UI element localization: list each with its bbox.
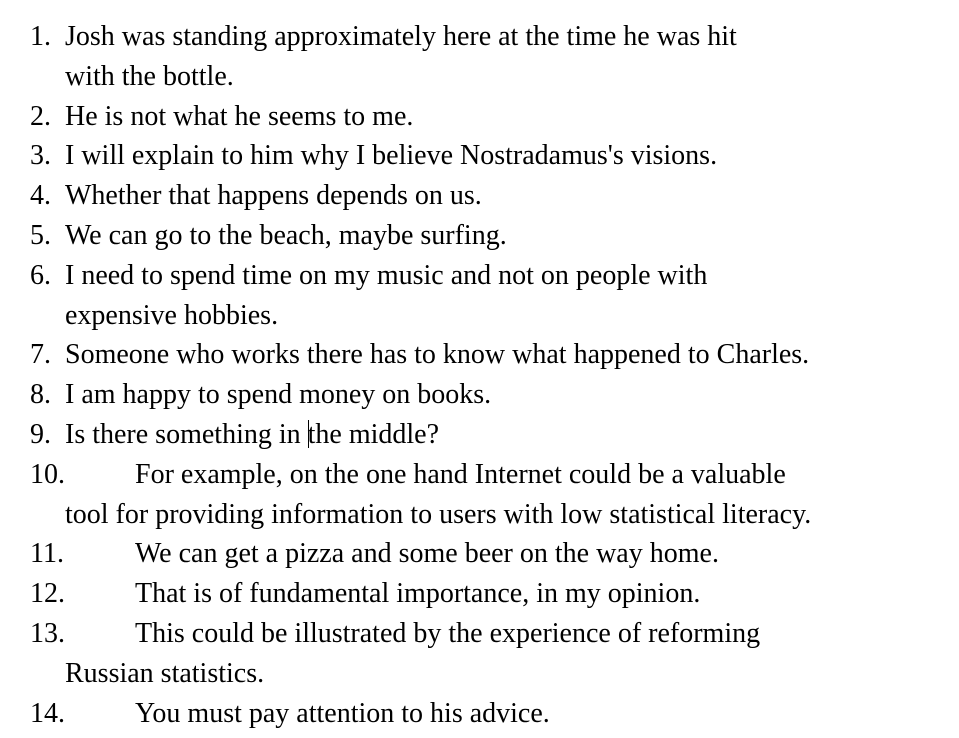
- list-item-text: Someone who works there has to know what happened to Charles.: [65, 339, 810, 371]
- list-item: [30, 17, 811, 97]
- list-number: 7.: [30, 339, 51, 371]
- list-number: 12.: [30, 578, 65, 610]
- list-item: [30, 216, 811, 256]
- list-item: [30, 455, 811, 535]
- list-item-line: [30, 256, 811, 296]
- list-item-line: [30, 57, 811, 97]
- list-item-line: [30, 614, 811, 654]
- list-number: 13.: [30, 617, 65, 649]
- list-item-line: [30, 455, 811, 495]
- list-item-text: You must pay attention to his advice.: [135, 697, 550, 729]
- list-item-line: [30, 296, 811, 336]
- numbered-list: [30, 17, 811, 733]
- list-item: [30, 375, 811, 415]
- list-item-text: We can get a pizza and some beer on the way home.: [135, 538, 719, 570]
- list-item-text: This could be illustrated by the experience of reforming: [135, 617, 761, 649]
- list-item-text: We can go to the beach, maybe surfing.: [65, 219, 507, 251]
- list-item-text: That is of fundamental importance, in my opinion.: [135, 578, 701, 610]
- list-item-line: [30, 574, 811, 614]
- list-item-line: [30, 17, 811, 57]
- list-number: 9.: [30, 418, 51, 450]
- list-item-line: [30, 136, 811, 176]
- list-item-line: [30, 375, 811, 415]
- list-item-text: the middle?: [307, 418, 440, 450]
- list-item: [30, 335, 811, 375]
- list-item-text: I am happy to spend money on books.: [65, 379, 492, 411]
- list-item-line: [30, 335, 811, 375]
- list-item: [30, 534, 811, 574]
- list-item-text: For example, on the one hand Internet could be a valuable: [135, 458, 786, 490]
- list-item-text: I will explain to him why I believe Nostradamus's visions.: [65, 140, 718, 172]
- list-number: 3.: [30, 140, 51, 172]
- list-number: 1.: [30, 21, 51, 52]
- list-item: [30, 256, 811, 336]
- list-item-text: Is there something in: [65, 418, 308, 450]
- list-item-line: [30, 495, 811, 535]
- list-item-line: [30, 216, 811, 256]
- list-item-text: tool for providing information to users with low statistical literacy.: [65, 498, 812, 530]
- list-item-line: [30, 176, 811, 216]
- list-item-text: Russian statistics.: [65, 657, 265, 689]
- list-item-line: [30, 694, 811, 734]
- list-item-line: [30, 534, 811, 574]
- list-number: 5.: [30, 219, 51, 251]
- list-item-text: Whether that happens depends on us.: [65, 180, 482, 212]
- list-number: 8.: [30, 379, 51, 411]
- list-item: [30, 694, 811, 734]
- list-item-text: He is not what he seems to me.: [65, 100, 414, 132]
- list-item-text: expensive hobbies.: [65, 299, 279, 331]
- list-item: [30, 415, 811, 455]
- list-number: 10.: [30, 458, 65, 490]
- list-number: 14.: [30, 697, 65, 729]
- list-item: [30, 136, 811, 176]
- list-number: 4.: [30, 180, 51, 212]
- list-item-line: [30, 654, 811, 694]
- list-number: 11.: [30, 538, 64, 570]
- list-item-text: I need to spend time on my music and not on people with: [65, 259, 708, 291]
- list-item: [30, 614, 811, 694]
- list-item-text: with the bottle.: [65, 60, 234, 92]
- list-item-line: [30, 97, 811, 137]
- list-number: 2.: [30, 100, 51, 132]
- list-item: [30, 97, 811, 137]
- list-item-line: [30, 415, 811, 455]
- list-number: 6.: [30, 259, 51, 291]
- list-item: [30, 574, 811, 614]
- list-item: [30, 176, 811, 216]
- list-item-text: Josh was standing approximately here at the time he was hit: [65, 21, 737, 52]
